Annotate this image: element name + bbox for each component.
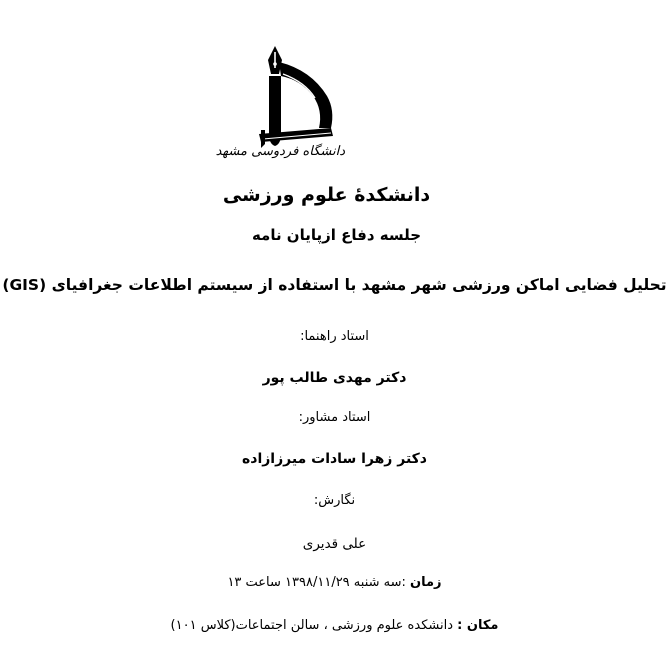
time-label: زمان (410, 575, 442, 590)
supervisor-name: دکتر مهدی طالب پور (262, 370, 407, 386)
session-time (0, 575, 669, 590)
advisor-label: استاد مشاور: (298, 410, 371, 425)
logo-caption: دانشگاه فردوسی مشهد (215, 144, 345, 159)
faculty-title: دانشکدهٔ علوم ورزشی (222, 184, 431, 206)
supervisor-label: استاد راهنما: (300, 329, 369, 344)
session-title: جلسه دفاع ازپایان نامه (251, 226, 422, 244)
session-place (0, 618, 669, 633)
thesis-title: تحلیل فضایی اماکن ورزشی شهر مشهد با استفاده از سیستم اطلاعات جغرافیای (GIS) (2, 276, 667, 294)
author-label: نگارش: (313, 493, 356, 508)
advisor-name: دکتر زهرا سادات میرزازاده (242, 451, 427, 467)
author-name: علی قدیری (302, 536, 367, 552)
place-value: دانشکده علوم ورزشی ، سالن اجتماعات(کلاس ۱۰۱) (170, 618, 453, 633)
place-label: مکان : (457, 618, 499, 633)
time-value: :سه شنبه ۱۳۹۸/۱۱/۲۹ ساعت ۱۳ (227, 575, 406, 590)
